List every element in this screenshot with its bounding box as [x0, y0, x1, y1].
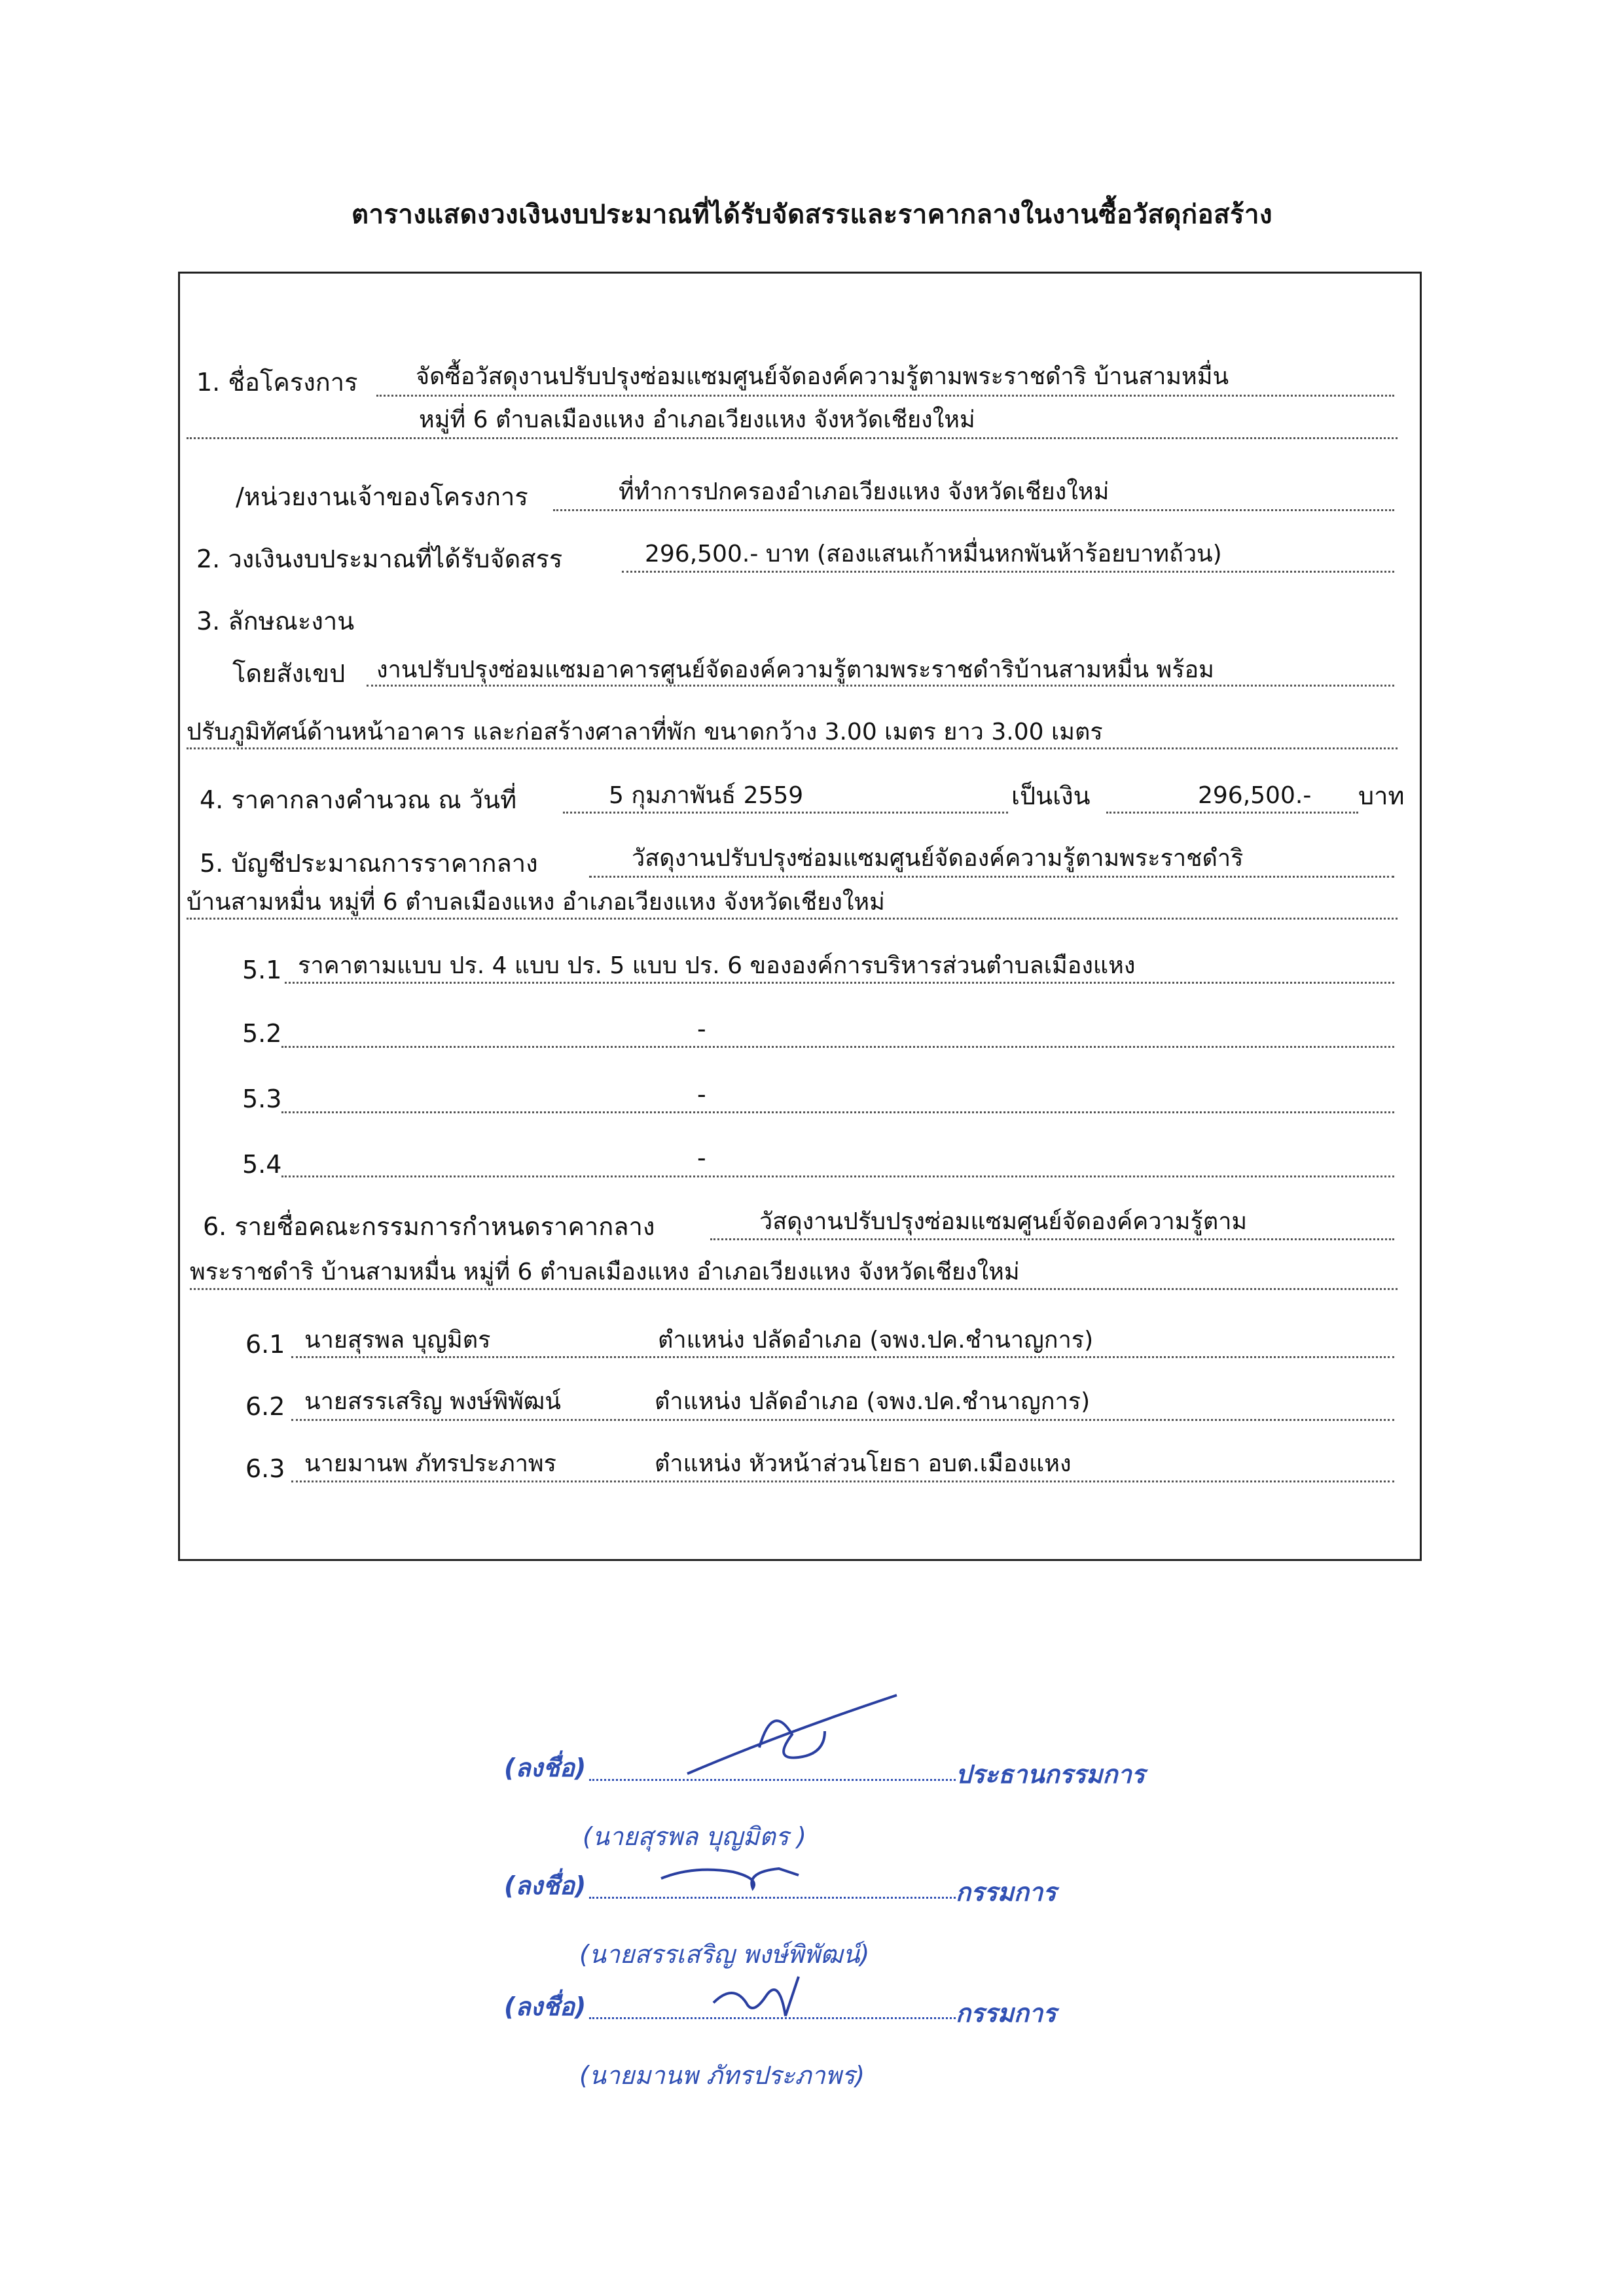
item3-line1: งานปรับปรุงซ่อมแซมอาคารศูนย์จัดองค์ความรู้ตามพระราชดำริบ้านสามหมื่น พร้อม	[376, 656, 1214, 683]
dotted-line	[553, 509, 1394, 511]
dotted-line	[187, 437, 1398, 439]
item1-label: 1. ชื่อโครงการ	[196, 368, 358, 397]
document-title: ตารางแสดงวงเงินงบประมาณที่ได้รับจัดสรรและราคากลางในงานซื้อวัสดุก่อสร้าง	[351, 200, 1273, 230]
signature-name: (นายสุรพล บุญมิตร )	[583, 1822, 806, 1851]
sub53-dash: -	[697, 1080, 706, 1109]
dotted-line	[190, 1288, 1398, 1290]
dotted-line	[281, 1046, 1394, 1048]
signature-row-3	[504, 1986, 586, 2026]
signature-name-3	[579, 2055, 865, 2095]
dotted-line	[291, 1356, 1394, 1358]
item4-label: 4. ราคากลางคำนวณ ณ วันที่	[200, 785, 517, 814]
dotted-line	[710, 1238, 1394, 1240]
signature-role-1	[956, 1754, 1145, 1794]
handwritten-signature-3	[707, 1970, 825, 2022]
item5-value-b: บ้านสามหมื่น หมู่ที่ 6 ตำบลเมืองแหง อำเภอเวียงแหง จังหวัดเชียงใหม่	[187, 889, 885, 916]
signature-name: (นายมานพ ภัทรประภาพร)	[579, 2061, 865, 2090]
signature-role-3	[956, 1993, 1056, 2033]
signature-name-2	[579, 1934, 869, 1974]
signature-label: (ลงชื่อ)	[504, 1753, 586, 1782]
dotted-line	[285, 982, 1394, 984]
handwritten-signature-2	[655, 1852, 825, 1898]
member1-name: นายสุรพล บุญมิตร	[304, 1327, 491, 1354]
dotted-line	[291, 1480, 1394, 1482]
item3-prefix: โดยสังเขป	[232, 659, 346, 688]
dotted-line	[291, 1419, 1394, 1421]
member2-position: ตำแหน่ง ปลัดอำเภอ (จพง.ปค.ชำนาญการ)	[655, 1388, 1091, 1415]
member2-name: นายสรรเสริญ พงษ์พิพัฒน์	[304, 1388, 561, 1415]
signature-name-1	[583, 1816, 806, 1856]
member1-position: ตำแหน่ง ปลัดอำเภอ (จพง.ปค.ชำนาญการ)	[658, 1327, 1094, 1354]
member1-label: 6.1	[245, 1330, 285, 1359]
dotted-line	[589, 876, 1394, 878]
item2-value: 296,500.- บาท (สองแสนเก้าหมื่นหกพันห้าร้อยบาทถ้วน)	[645, 541, 1222, 567]
sub51-value: ราคาตามแบบ ปร. 4 แบบ ปร. 5 แบบ ปร. 6 ขององค์การบริหารส่วนตำบลเมืองแหง	[298, 952, 1136, 979]
dotted-line	[376, 395, 1394, 397]
owner-label: /หน่วยงานเจ้าของโครงการ	[236, 482, 528, 511]
sub54-label: 5.4	[242, 1150, 282, 1179]
item4-unit: บาท	[1358, 781, 1405, 810]
signature-role: กรรมการ	[956, 1878, 1056, 1907]
member3-name: นายมานพ ภัทรประภาพร	[304, 1450, 556, 1477]
owner-value: ที่ทำการปกครองอำเภอเวียงแหง จังหวัดเชียงใหม่	[619, 478, 1110, 505]
item4-date: 5 กุมภาพันธ์ 2559	[609, 782, 804, 809]
dotted-line	[1106, 812, 1358, 814]
item6-value-b: พระราชดำริ บ้านสามหมื่น หมู่ที่ 6 ตำบลเมืองแหง อำเภอเวียงแหง จังหวัดเชียงใหม่	[190, 1259, 1020, 1285]
item3-line2: ปรับภูมิทัศน์ด้านหน้าอาคาร และก่อสร้างศาลาที่พัก ขนาดกว้าง 3.00 เมตร ยาว 3.00 เมตร	[187, 719, 1103, 745]
sub54-dash: -	[697, 1143, 706, 1172]
member3-label: 6.3	[245, 1454, 285, 1483]
item5-label: 5. บัญชีประมาณการราคากลาง	[200, 849, 538, 878]
item2-label: 2. วงเงินงบประมาณที่ได้รับจัดสรร	[196, 545, 563, 573]
sub52-label: 5.2	[242, 1019, 282, 1048]
item1-value-a: จัดซื้อวัสดุงานปรับปรุงซ่อมแซมศูนย์จัดองค์ความรู้ตามพระราชดำริ บ้านสามหมื่น	[416, 363, 1229, 390]
item4-amount: 296,500.-	[1198, 782, 1312, 809]
item6-label: 6. รายชื่อคณะกรรมการกำหนดราคากลาง	[203, 1212, 655, 1241]
dotted-line	[281, 1175, 1394, 1177]
signature-role: กรรมการ	[956, 1999, 1056, 2028]
dotted-line	[622, 571, 1394, 573]
sub52-dash: -	[697, 1014, 706, 1043]
item1-value-b: หมู่ที่ 6 ตำบลเมืองแหง อำเภอเวียงแหง จังหวัดเชียงใหม่	[419, 406, 975, 433]
signature-row-1	[504, 1748, 586, 1787]
sub53-label: 5.3	[242, 1085, 282, 1113]
signature-label: (ลงชื่อ)	[504, 1871, 586, 1900]
dotted-line	[563, 812, 1008, 814]
item3-label: 3. ลักษณะงาน	[196, 607, 355, 636]
item4-amount-label: เป็นเงิน	[1011, 781, 1091, 810]
signature-role: ประธานกรรมการ	[956, 1760, 1146, 1789]
handwritten-signature-1	[681, 1689, 903, 1787]
member2-label: 6.2	[245, 1392, 285, 1421]
member3-position: ตำแหน่ง หัวหน้าส่วนโยธา อบต.เมืองแหง	[655, 1450, 1072, 1477]
signature-row-2	[504, 1865, 586, 1905]
signature-name: (นายสรรเสริญ พงษ์พิพัฒน์)	[579, 1940, 870, 1969]
signature-label: (ลงชื่อ)	[504, 1992, 586, 2021]
sub51-label: 5.1	[242, 956, 282, 984]
signature-role-2	[956, 1872, 1056, 1912]
item6-value-a: วัสดุงานปรับปรุงซ่อมแซมศูนย์จัดองค์ความรู้ตาม	[759, 1208, 1248, 1235]
item5-value-a: วัสดุงานปรับปรุงซ่อมแซมศูนย์จัดองค์ความรู้ตามพระราชดำริ	[632, 845, 1244, 872]
dotted-line	[281, 1111, 1394, 1113]
